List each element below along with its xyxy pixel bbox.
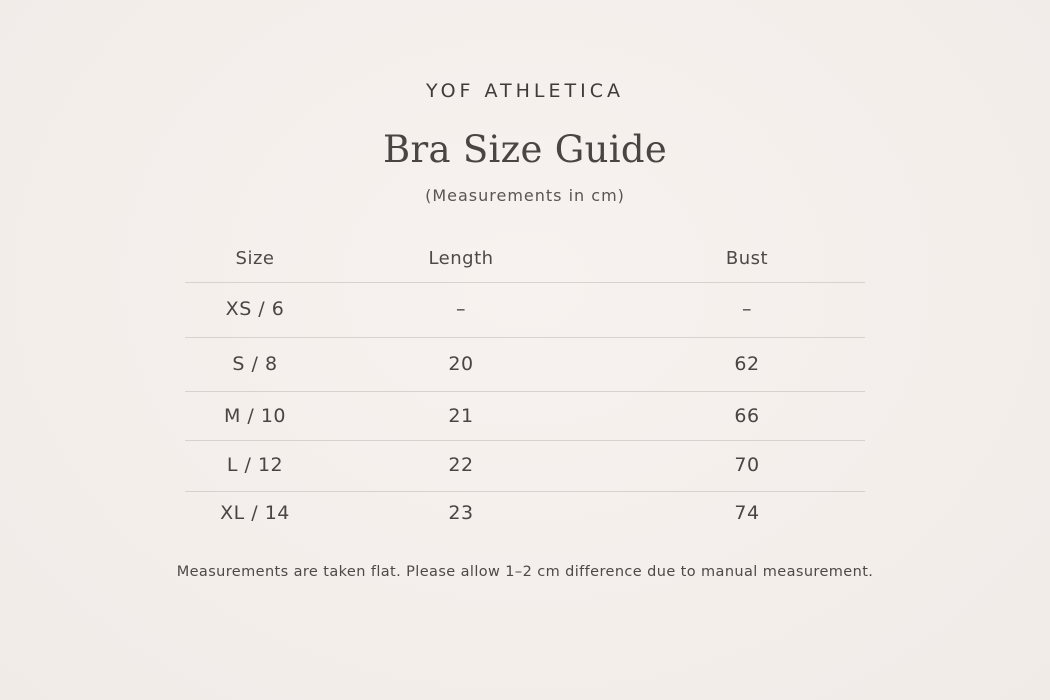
- length-cell: 23: [448, 502, 474, 524]
- table-row: [185, 392, 865, 441]
- column-header-size: Size: [235, 248, 275, 269]
- size-table: [185, 236, 865, 538]
- bust-cell: 74: [734, 502, 760, 524]
- measurement-footnote: Measurements are taken flat. Please allow 1–2 cm difference due to manual measurement.: [176, 564, 874, 580]
- length-cell: 22: [448, 454, 474, 476]
- table-row: [185, 441, 865, 492]
- size-cell: L / 12: [226, 454, 284, 476]
- bust-cell: 70: [734, 454, 760, 476]
- table-row: [185, 492, 865, 538]
- size-cell: M / 10: [223, 405, 287, 427]
- page-title: Bra Size Guide: [382, 128, 668, 171]
- bust-cell: –: [742, 298, 752, 320]
- table-row: [185, 283, 865, 338]
- length-cell: 21: [448, 405, 474, 427]
- length-cell: –: [456, 298, 466, 320]
- brand-name: YOF ATHLETICA: [426, 80, 624, 102]
- column-header-bust: Bust: [725, 248, 769, 269]
- table-header-row: [185, 236, 865, 283]
- table-row: [185, 338, 865, 392]
- column-header-length: Length: [428, 248, 494, 269]
- measurement-unit-note: (Measurements in cm): [425, 186, 625, 205]
- size-cell: XS / 6: [225, 298, 285, 320]
- bust-cell: 66: [734, 405, 760, 427]
- bust-cell: 62: [734, 353, 760, 375]
- length-cell: 20: [448, 353, 474, 375]
- size-cell: XL / 14: [220, 502, 290, 524]
- size-cell: S / 8: [232, 353, 278, 375]
